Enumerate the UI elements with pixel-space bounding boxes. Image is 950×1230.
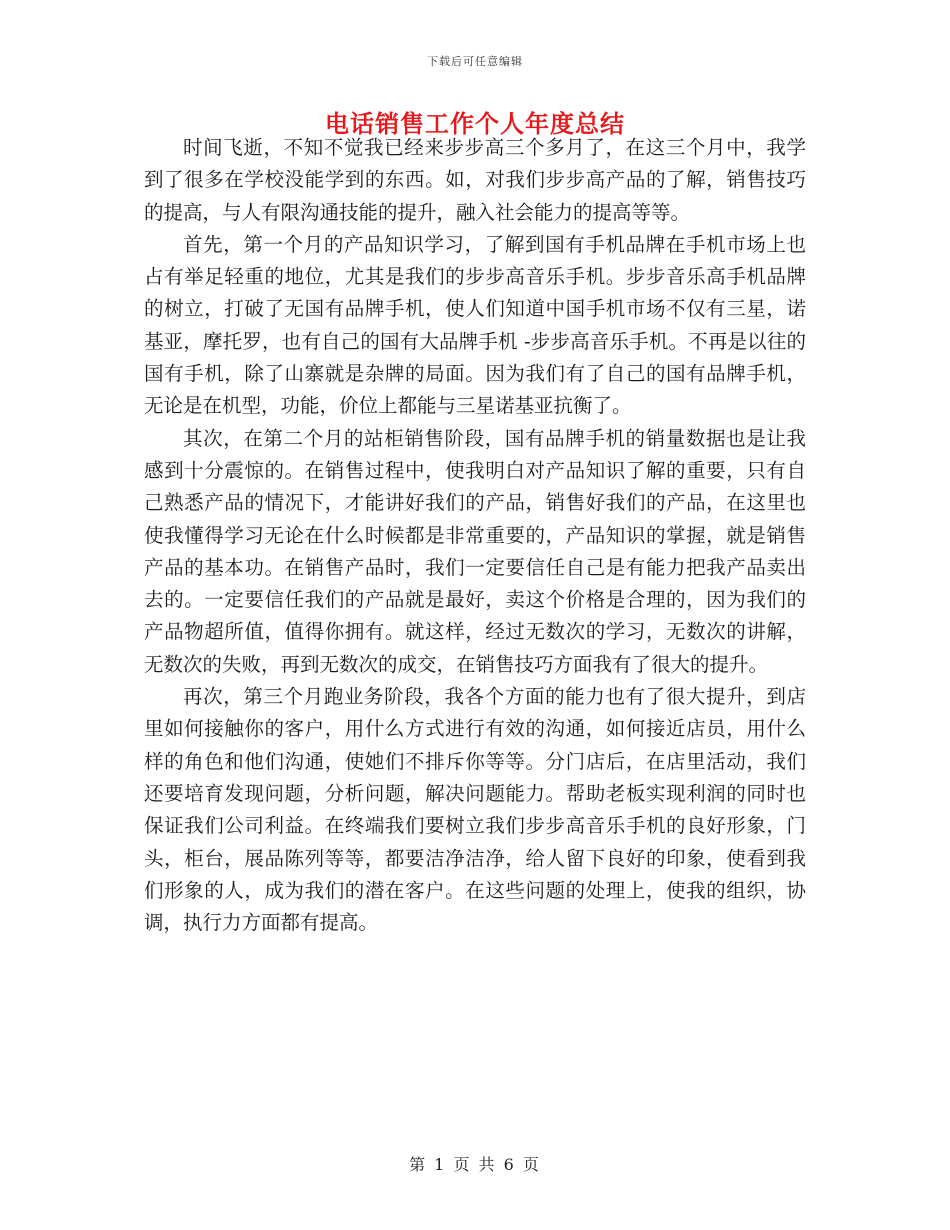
- paragraph-third-month: 再次，第三个月跑业务阶段，我各个方面的能力也有了很大提升，到店里如何接触你的客户，用什么方式进行有效的沟通，如何接近店员，用什么样的角色和他们沟通，使她们不排斥你等等。分门店后，在店里活动，我们还要培育发现问题，分析问题，解决问题能力。帮助老板实现利润的同时也保证我们公司利益。在终端我们要树立我们步步高音乐手机的良好形象，门头，柜台，展品陈列等等，都要洁净洁净，给人留下良好的印象，使看到我们形象的人，成为我们的潜在客户。在这些问题的处理上，使我的组织，协调，执行力方面都有提高。: [144, 685, 806, 935]
- document-body: [144, 132, 806, 939]
- page-number-footer: 第 1 页 共 6 页: [409, 1155, 541, 1174]
- paragraph-intro: 时间飞逝，不知不觉我已经来步步高三个多月了，在这三个月中，我学到了很多在学校没能学到的东西。如，对我们步步高产品的了解，销售技巧的提高，与人有限沟通技能的提升，融入社会能力的提高等等。: [144, 136, 806, 224]
- paragraph-second-month: 其次，在第二个月的站柜销售阶段，国有品牌手机的销量数据也是让我感到十分震惊的。在销售过程中，使我明白对产品知识了解的重要，只有自己熟悉产品的情况下，才能讲好我们的产品，销售好我们的产品，在这里也使我懂得学习无论在什么时候都是非常重要的，产品知识的掌握，就是销售产品的基本功。在销售产品时，我们一定要信任自己是有能力把我产品卖出去的。一定要信任我们的产品就是最好，卖这个价格是合理的，因为我们的产品物超所值，值得你拥有。就这样，经过无数次的学习，无数次的讲解，无数次的失败，再到无数次的成交，在销售技巧方面我有了很大的提升。: [144, 426, 806, 676]
- header-note: 下载后可任意编辑: [427, 55, 523, 68]
- paragraph-first-month: 首先，第一个月的产品知识学习，了解到国有手机品牌在手机市场上也占有举足轻重的地位，尤其是我们的步步高音乐手机。步步音乐高手机品牌的树立，打破了无国有品牌手机，使人们知道中国手机市场不仅有三星，诺基亚，摩托罗，也有自己的国有大品牌手机 -步步高音乐手机。不再是以往的国有手机，除了山寨就是杂牌的局面。因为我们有了自己的国有品牌手机，无论是在机型，功能，价位上都能与三星诺基亚抗衡了。: [144, 232, 806, 418]
- document-title: 电话销售工作个人年度总结: [325, 109, 625, 138]
